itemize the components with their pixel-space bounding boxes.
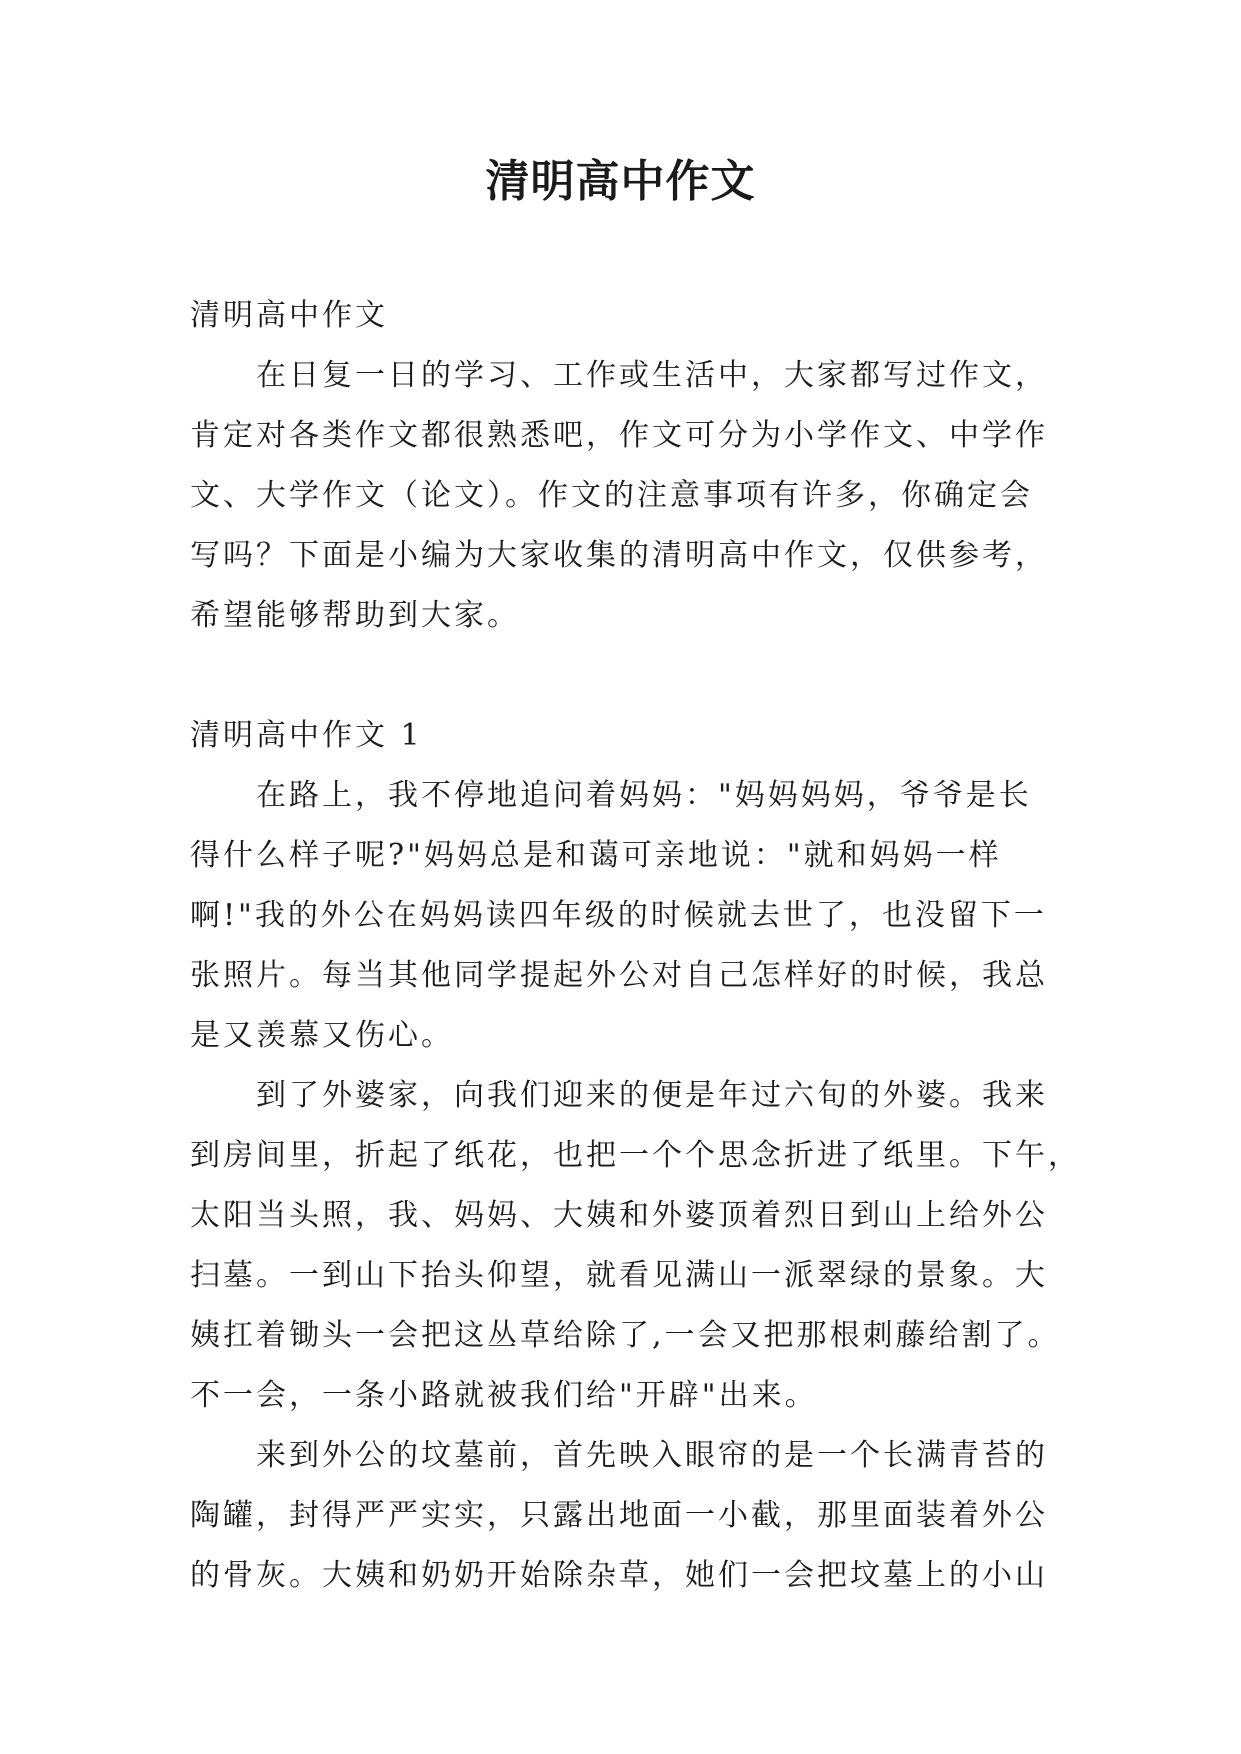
intro-line: 肯定对各类作文都很熟悉吧，作文可分为小学作文、中学作 <box>190 418 1048 453</box>
document-body <box>190 286 1081 1606</box>
essay1-paragraph-1 <box>190 766 1050 1066</box>
essay1-p3-line: 的骨灰。大姨和奶奶开始除杂草，她们一会把坟墓上的小山 <box>190 1558 1048 1593</box>
intro-line: 写吗？下面是小编为大家收集的清明高中作文，仅供参考， <box>190 538 1048 573</box>
intro-line: 在日复一日的学习、工作或生活中，大家都写过作文， <box>256 358 1048 393</box>
essay1-p1-line: 在路上，我不停地追问着妈妈："妈妈妈妈，爷爷是长 <box>256 778 1032 813</box>
essay1-p3-line: 陶罐，封得严严实实，只露出地面一小截，那里面装着外公 <box>190 1498 1048 1533</box>
intro-heading: 清明高中作文 <box>190 298 388 333</box>
essay1-p3-line: 来到外公的坟墓前，首先映入眼帘的是一个长满青苔的 <box>256 1438 1048 1473</box>
intro-line: 希望能够帮助到大家。 <box>190 598 520 633</box>
essay1-p2-line: 太阳当头照，我、妈妈、大姨和外婆顶着烈日到山上给外公 <box>190 1198 1048 1233</box>
essay1-p1-line: 张照片。每当其他同学提起外公对自己怎样好的时候，我总 <box>190 958 1048 993</box>
essay1-heading: 清明高中作文 1 <box>190 718 423 753</box>
essay1-p2-line: 不一会，一条小路就被我们给"开辟"出来。 <box>190 1378 818 1413</box>
essay1-p2-line: 扫墓。一到山下抬头仰望，就看见满山一派翠绿的景象。大 <box>190 1258 1048 1293</box>
essay1-paragraph-3 <box>190 1426 1050 1606</box>
essay1-paragraph-2 <box>190 1066 1081 1426</box>
document-title: 清明高中作文 <box>485 156 756 207</box>
intro-paragraph <box>190 346 1050 646</box>
section-spacer <box>190 646 1050 706</box>
intro-line: 文、大学作文（论文）。作文的注意事项有许多，你确定会 <box>190 478 1033 513</box>
essay1-p1-line: 是又羡慕又伤心。 <box>190 1018 454 1053</box>
essay1-p2-line: 到房间里，折起了纸花，也把一个个思念折进了纸里。下午， <box>190 1138 1081 1173</box>
essay1-p2-line: 姨扛着锄头一会把这丛草给除了,一会又把那根刺藤给割了。 <box>190 1318 1061 1353</box>
essay1-p1-line: 得什么样子呢?"妈妈总是和蔼可亲地说："就和妈妈一样 <box>190 838 1002 873</box>
essay1-p1-line: 啊!"我的外公在妈妈读四年级的时候就去世了，也没留下一 <box>190 898 1047 933</box>
essay1-p2-line: 到了外婆家，向我们迎来的便是年过六旬的外婆。我来 <box>256 1078 1048 1113</box>
